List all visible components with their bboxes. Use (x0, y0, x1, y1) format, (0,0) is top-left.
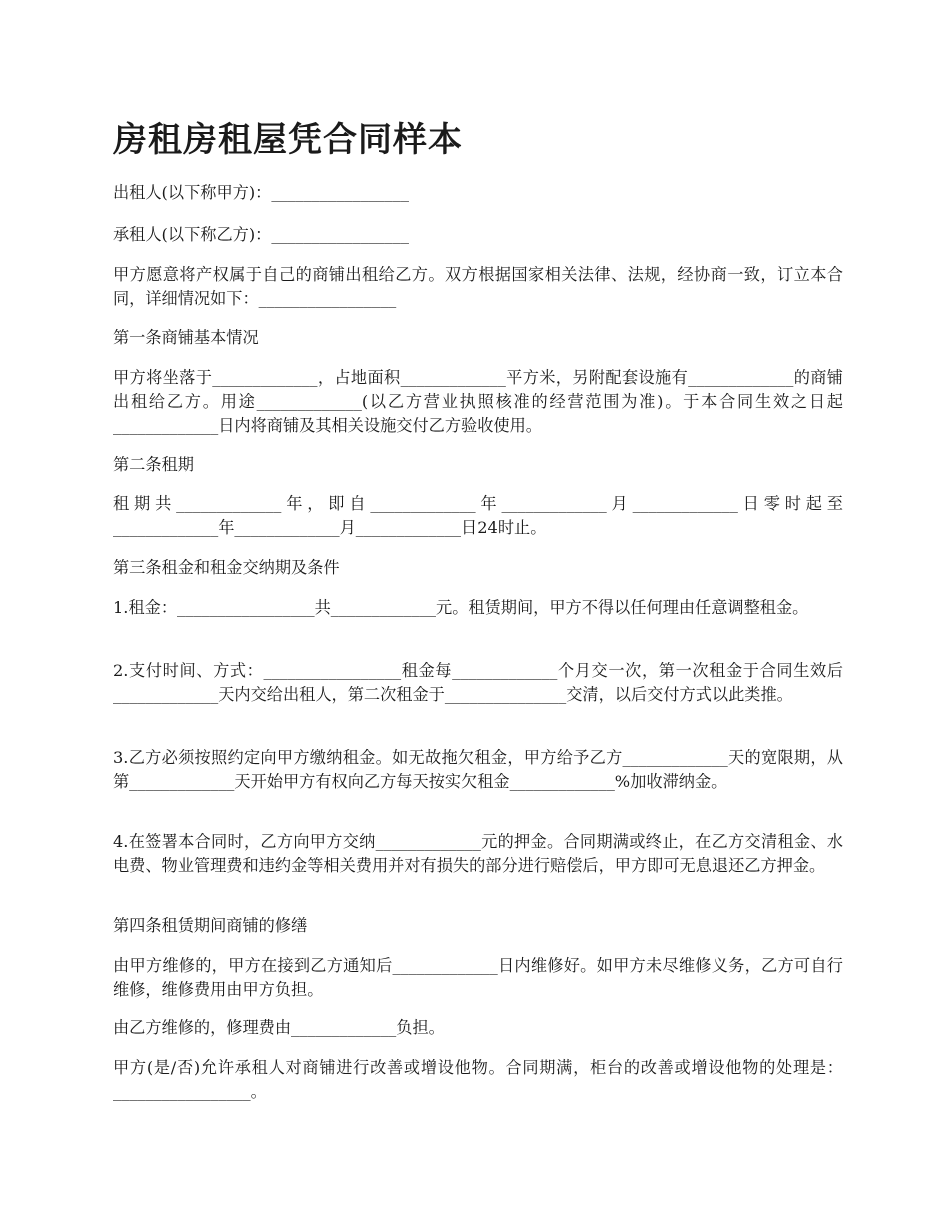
section-2-paragraph: 租期共_____________年，即自_____________年_____________月_____________日零时起至_____________年_____________月_____________日24时止。 (113, 494, 843, 537)
rent-item-4: 4.在签署本合同时，乙方向甲方交纳_____________元的押金。合同期满或终止，在乙方交清租金、水电费、物业管理费和违约金等相关费用并对有损失的部分进行赔偿后，甲方即可无息退还乙方押金。 (113, 832, 843, 875)
repair-paragraph-1: 由甲方维修的，甲方在接到乙方通知后_____________日内维修好。如甲方未尽维修义务，乙方可自行维修，维修费用由甲方负担。 (113, 956, 843, 999)
improvement-paragraph: 甲方(是/否)允许承租人对商铺进行改善或增设他物。合同期满，柜台的改善或增设他物的处理是：_________________。 (113, 1058, 843, 1101)
section-heading-1: 第一条商铺基本情况 (113, 328, 259, 347)
document-title: 房租房租屋凭合同样本 (113, 120, 463, 160)
section-heading-4: 第四条租赁期间商铺的修缮 (113, 916, 308, 935)
rent-item-1: 1.租金：_________________共_____________元。租赁期间，甲方不得以任何理由任意调整租金。 (113, 598, 809, 617)
rent-item-2: 2.支付时间、方式：_________________租金每_____________个月交一次，第一次租金于合同生效后_____________天内交给出租人，第二次租金于_______________交清，以后交付方式以此类推。 (113, 661, 843, 704)
rent-item-3: 3.乙方必须按照约定向甲方缴纳租金。如无故拖欠租金，甲方给予乙方_____________天的宽限期，从第_____________天开始甲方有权向乙方每天按实欠租金_____________%加收滞纳金。 (113, 748, 843, 791)
lessor-line: 出租人(以下称甲方)：_________________ (113, 183, 409, 202)
intro-paragraph: 甲方愿意将产权属于自己的商铺出租给乙方。双方根据国家相关法律、法规，经协商一致，订立本合同，详细情况如下：_________________ (113, 265, 843, 308)
section-heading-3: 第三条租金和租金交纳期及条件 (113, 558, 340, 577)
lessee-line: 承租人(以下称乙方)：_________________ (113, 225, 409, 244)
repair-paragraph-2: 由乙方维修的，修理费由_____________负担。 (113, 1018, 445, 1037)
section-heading-2: 第二条租期 (113, 455, 194, 474)
section-1-paragraph: 甲方将坐落于_____________，占地面积_____________平方米，另附配套设施有_____________的商铺出租给乙方。用途_____________(以乙方营业执照核准的经营范围为准)。于本合同生效之日起_____________日内将商铺及其相关设施交付乙方验收使用。 (113, 368, 843, 435)
